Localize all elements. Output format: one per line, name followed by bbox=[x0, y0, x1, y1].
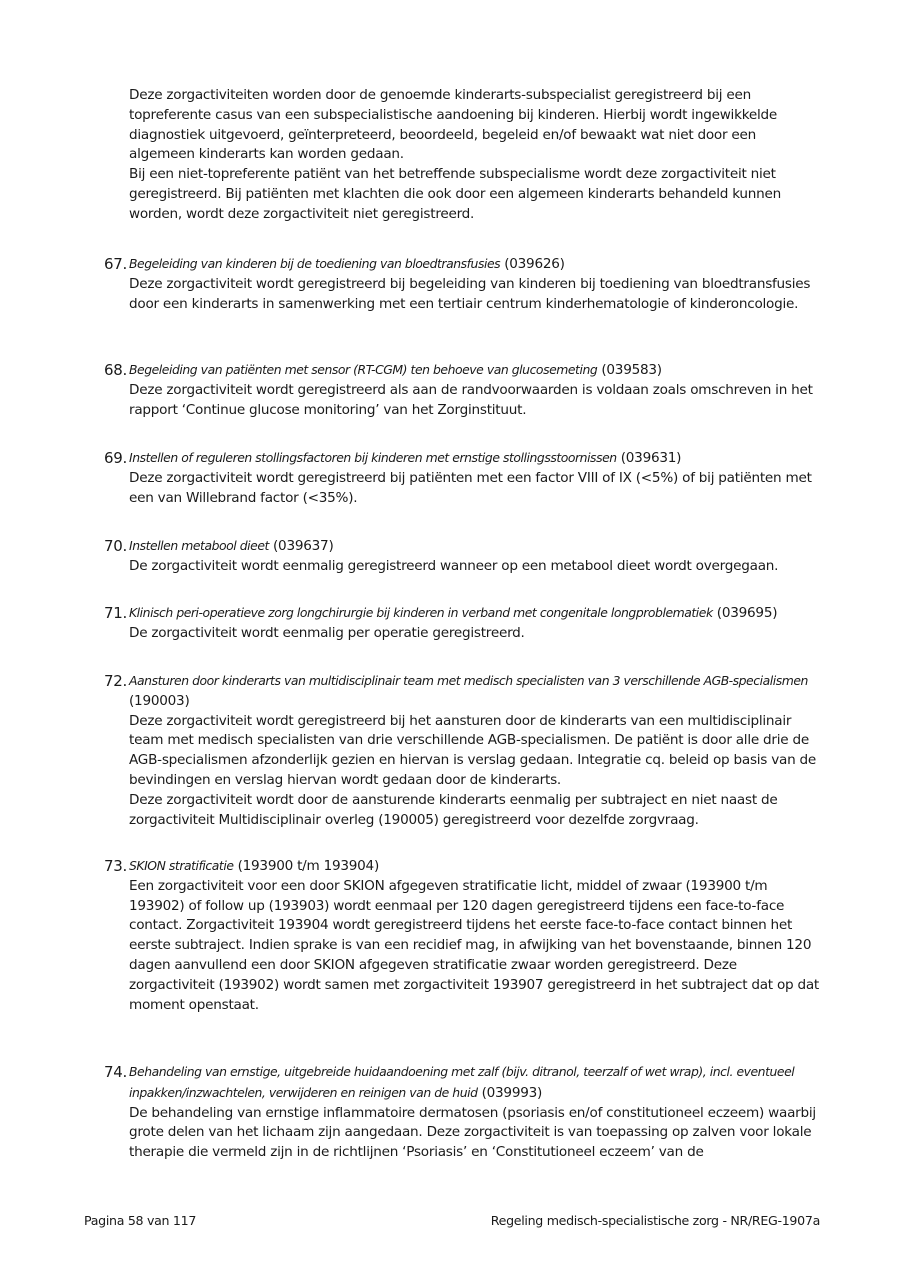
intro-text bbox=[129, 86, 819, 225]
item-code: (039631) bbox=[620, 450, 682, 466]
item-code: (193900 t/m 193904) bbox=[237, 858, 380, 874]
item-description: Deze zorgactiviteit wordt geregistreerd als aan de randvoorwaarden is voldaan zoals omschreven in het rapport ‘Continue glucose monitoring’ van het Zorginstituut. bbox=[129, 381, 813, 418]
list-item-67 bbox=[104, 254, 820, 314]
item-description: De behandeling van ernstige inflammatoire dermatosen (psoriasis en/of constitutioneel eczeem) waarbij grote delen van het lichaam zijn aangedaan. Deze zorgactiviteit is van toepassing op zalven voor lokale therapie die vermeld zijn in de richtlijnen ‘Psoriasis’ en ‘Constitutioneel eczeem’ van de bbox=[129, 1104, 816, 1161]
item-title: Instellen metabool dieet (039637) bbox=[129, 538, 334, 554]
list-item-71 bbox=[104, 603, 820, 644]
item-description: Deze zorgactiviteit wordt geregistreerd bij het aansturen door de kinderarts van een multidisciplinair team met medisch specialisten van drie verschillende AGB-specialismen. De patiënt is door alle drie de AGB-specialismen afzonderlijk gezien en hiervan is verslag gedaan. Integratie cq. beleid op basis van de bevindingen en verslag hiervan wordt gedaan door de kinderarts. bbox=[129, 712, 817, 788]
item-description: Deze zorgactiviteit wordt door de aansturende kinderarts eenmalig per subtraject en niet naast de zorgactiviteit Multidisciplinair overleg (190005) geregistreerd voor dezelfde zorgvraag. bbox=[129, 791, 778, 828]
list-item-70 bbox=[104, 536, 820, 577]
item-code: (039637) bbox=[273, 538, 334, 554]
item-number: 67. bbox=[104, 255, 127, 273]
item-description: Een zorgactiviteit voor een door SKION afgegeven stratificatie licht, middel of zwaar (193900 t/m 193902) of follow up (193903) wordt eenmaal per 120 dagen geregistreerd tijdens een face-to-face contact. Zorgactiviteit 193904 wordt geregistreerd tijdens het eerste face-to-face contact binnen het eerste subtraject. Indien sprake is van een recidief mag, in afwijking van het bovenstaande, binnen 120 dagen aanvullend een door SKION afgegeven stratificatie zwaar worden geregistreerd. Deze zorgactiviteit (193902) wordt samen met zorgactiviteit 193907 geregistreerd in het subtraject dat op dat moment openstaat. bbox=[129, 877, 820, 1013]
item-title: Instellen of reguleren stollingsfactoren bij kinderen met ernstige stollingsstoornissen (039631) bbox=[129, 450, 682, 466]
item-number: 74. bbox=[104, 1063, 127, 1081]
item-code: (039583) bbox=[601, 362, 662, 378]
intro-paragraph: Deze zorgactiviteiten worden door de genoemde kinderarts-subspecialist geregistreerd bij een topreferente casus van een subspecialistische aandoening bij kinderen. Hierbij wordt ingewikkelde diagnostiek uitgevoerd, geïnterpreteerd, beoordeeld, begeleid en/of bewaakt wat niet door een algemeen kinderarts kan worden gedaan. bbox=[129, 87, 777, 163]
item-code: (039993) bbox=[481, 1084, 543, 1101]
item-code: (190003) bbox=[129, 692, 190, 709]
item-number: 68. bbox=[104, 361, 127, 379]
item-number: 73. bbox=[104, 857, 127, 875]
item-number: 70. bbox=[104, 537, 127, 555]
list-item-69 bbox=[104, 448, 820, 508]
item-description: De zorgactiviteit wordt eenmalig per operatie geregistreerd. bbox=[129, 624, 525, 641]
item-title: Begeleiding van kinderen bij de toediening van bloedtransfusies (039626) bbox=[129, 256, 565, 272]
item-title: SKION stratificatie (193900 t/m 193904) bbox=[129, 858, 380, 874]
list-item-68 bbox=[104, 360, 820, 420]
item-code: (039626) bbox=[504, 256, 565, 272]
item-title: Behandeling van ernstige, uitgebreide huidaandoening met zalf (bijv. ditranol, teerzalf of wet wrap), incl. eventueel inpakken/inzwachtelen, verwijderen en reinigen van de huid (039993) bbox=[129, 1064, 795, 1101]
item-number: 69. bbox=[104, 449, 127, 467]
item-description: Deze zorgactiviteit wordt geregistreerd bij begeleiding van kinderen bij toediening van bloedtransfusies door een kinderarts in samenwerking met een tertiair centrum kinderhematologie of kinderoncologie. bbox=[129, 275, 811, 312]
item-title: Klinisch peri-operatieve zorg longchirurgie bij kinderen in verband met congenitale longproblematiek (039695) bbox=[129, 605, 778, 621]
page-footer bbox=[84, 1213, 820, 1228]
item-description: Deze zorgactiviteit wordt geregistreerd bij patiënten met een factor VIII of IX (<5%) of bij patiënten met een van Willebrand factor (<35%). bbox=[129, 469, 812, 506]
item-number: 72. bbox=[104, 672, 127, 690]
item-number: 71. bbox=[104, 604, 127, 622]
intro-paragraph: Bij een niet-topreferente patiënt van het betreffende subspecialisme wordt deze zorgactiviteit niet geregistreerd. Bij patiënten met klachten die ook door een algemeen kinderarts behandeld kunnen worden, wordt deze zorgactiviteit niet geregistreerd. bbox=[129, 166, 781, 222]
item-title: Begeleiding van patiënten met sensor (RT-CGM) ten behoeve van glucosemeting (039583) bbox=[129, 362, 662, 378]
item-title: Aansturen door kinderarts van multidisciplinair team met medisch specialisten van 3 verschillende AGB-specialismen (190003) bbox=[129, 673, 808, 709]
list-item-72 bbox=[104, 671, 820, 830]
list-item-74 bbox=[104, 1062, 820, 1163]
document-title: Regeling medisch-specialistische zorg - NR/REG-1907a bbox=[490, 1213, 820, 1228]
page-number: Pagina 58 van 117 bbox=[84, 1213, 197, 1228]
item-description: De zorgactiviteit wordt eenmalig geregistreerd wanneer op een metabool dieet wordt overgegaan. bbox=[129, 557, 779, 574]
item-code: (039695) bbox=[716, 605, 778, 621]
list-item-73 bbox=[104, 856, 820, 1015]
